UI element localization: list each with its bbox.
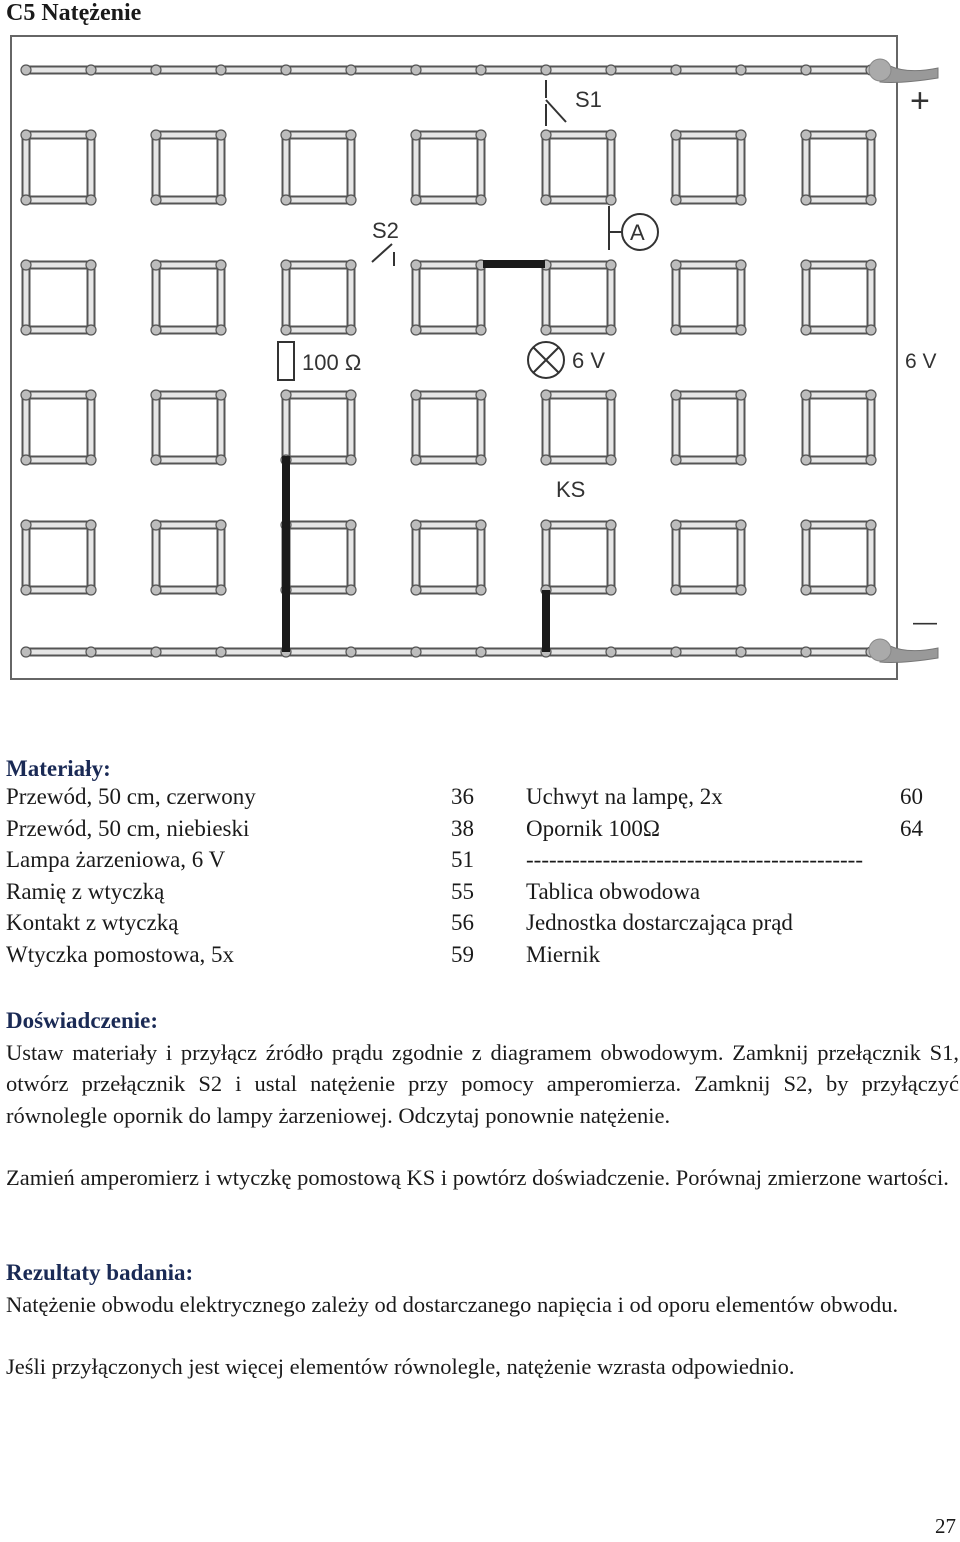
board-socket [476, 325, 486, 335]
board-socket [411, 647, 421, 657]
board-socket [541, 130, 551, 140]
board-socket [541, 455, 551, 465]
board-socket [21, 195, 31, 205]
board-socket [541, 65, 551, 75]
board-socket [151, 585, 161, 595]
board-socket [151, 260, 161, 270]
board-socket [736, 65, 746, 75]
results-paragraph-2: Jeśli przyłączonych jest więcej elementów równolegle, natężenie wzrasta odpowiednio. [6, 1354, 795, 1379]
board-socket [411, 195, 421, 205]
material-right-name: Miernik [526, 941, 601, 967]
board-socket [411, 390, 421, 400]
material-left-name: Ramię z wtyczką [6, 878, 165, 904]
board-socket [671, 455, 681, 465]
board-socket [801, 195, 811, 205]
board-socket [151, 325, 161, 335]
material-left-number: 51 [451, 847, 474, 872]
board-socket [541, 195, 551, 205]
resistor-icon [278, 342, 294, 380]
board-socket [736, 390, 746, 400]
board-socket [671, 390, 681, 400]
board-socket [216, 455, 226, 465]
page-number: 27 [935, 1514, 956, 1538]
material-left-name: Przewód, 50 cm, niebieski [6, 815, 250, 841]
board-socket [801, 65, 811, 75]
resistor-label: 100 Ω [302, 350, 362, 375]
board-socket [86, 520, 96, 530]
switch-s2 [372, 218, 399, 266]
board-socket [606, 130, 616, 140]
board-socket [476, 130, 486, 140]
resistor [278, 342, 361, 380]
board-socket [151, 647, 161, 657]
board-socket [541, 520, 551, 530]
board-socket [736, 585, 746, 595]
board-socket [151, 390, 161, 400]
board-socket [216, 260, 226, 270]
board-socket [606, 195, 616, 205]
board-socket [866, 455, 876, 465]
board-socket [476, 390, 486, 400]
material-left-number: 56 [451, 910, 474, 935]
board-socket [671, 260, 681, 270]
board-socket [541, 325, 551, 335]
material-left-number: 36 [451, 784, 474, 809]
material-right-name: Jednostka dostarczająca prąd [526, 910, 793, 935]
board-socket [216, 325, 226, 335]
board-socket [21, 455, 31, 465]
results-paragraph-1: Natężenie obwodu elektrycznego zależy od dostarczanego napięcia i od oporu elementów obwodu. [6, 1292, 899, 1317]
board-socket [801, 647, 811, 657]
board-socket [216, 585, 226, 595]
board-socket [21, 65, 31, 75]
board-socket [671, 520, 681, 530]
board-socket [346, 585, 356, 595]
board-socket [606, 325, 616, 335]
board-socket [606, 260, 616, 270]
material-left-name: Kontakt z wtyczką [6, 910, 179, 935]
board-socket [411, 585, 421, 595]
board-socket [411, 130, 421, 140]
material-left-number: 55 [451, 878, 474, 904]
board-socket [866, 520, 876, 530]
board-socket [736, 325, 746, 335]
board-socket [866, 130, 876, 140]
board-socket [281, 65, 291, 75]
board-socket [866, 195, 876, 205]
board-socket [346, 195, 356, 205]
minus-label: — [913, 609, 937, 636]
board-socket [151, 195, 161, 205]
board-socket [346, 455, 356, 465]
material-left-number: 38 [451, 815, 474, 841]
results-heading: Rezultaty badania: [6, 1260, 194, 1285]
board-socket [476, 647, 486, 657]
board-socket [541, 390, 551, 400]
material-right-number: 60 [900, 784, 923, 809]
board-socket [216, 647, 226, 657]
material-left-name: Przewód, 50 cm, czerwony [6, 784, 256, 809]
board-socket [86, 325, 96, 335]
board-socket [606, 65, 616, 75]
switch-s1 [546, 80, 602, 126]
board-socket [736, 130, 746, 140]
board-socket [281, 325, 291, 335]
board-socket [86, 260, 96, 270]
board-grid [21, 65, 876, 657]
plus-label: + [910, 82, 930, 120]
board-socket [671, 585, 681, 595]
material-right-number: 64 [900, 815, 923, 841]
board-socket [151, 455, 161, 465]
board-socket [216, 520, 226, 530]
board-socket [346, 520, 356, 530]
board-socket [606, 520, 616, 530]
board-socket [411, 455, 421, 465]
board-socket [606, 585, 616, 595]
board-socket [801, 260, 811, 270]
board-socket [281, 130, 291, 140]
board-socket [736, 647, 746, 657]
board-socket [86, 390, 96, 400]
board-socket [476, 455, 486, 465]
experiment-heading: Doświadczenie: [6, 1008, 159, 1033]
board-socket [671, 65, 681, 75]
board-socket [281, 260, 291, 270]
board-socket [606, 390, 616, 400]
board-socket [151, 520, 161, 530]
board-socket [411, 325, 421, 335]
board-socket [346, 647, 356, 657]
s1-label: S1 [575, 87, 602, 112]
board-socket [216, 130, 226, 140]
lamp-label: 6 V [572, 348, 606, 373]
board-socket [86, 647, 96, 657]
board-socket [346, 390, 356, 400]
board-socket [736, 195, 746, 205]
board-socket [151, 130, 161, 140]
lamp [528, 342, 605, 378]
board-socket [866, 260, 876, 270]
material-right-name: Tablica obwodowa [526, 878, 701, 904]
board-socket [606, 455, 616, 465]
board-socket [216, 65, 226, 75]
board-socket [411, 65, 421, 75]
board-socket [346, 65, 356, 75]
board-socket [86, 130, 96, 140]
ammeter [609, 206, 658, 250]
materials-heading: Materiały: [6, 756, 111, 781]
board-socket [216, 195, 226, 205]
board-socket [866, 390, 876, 400]
board-socket [86, 585, 96, 595]
board-socket [801, 130, 811, 140]
board-socket [21, 325, 31, 335]
board-socket [21, 520, 31, 530]
board-socket [411, 520, 421, 530]
board-socket [801, 325, 811, 335]
board-socket [801, 520, 811, 530]
ammeter-label: A [630, 220, 645, 245]
board-socket [346, 130, 356, 140]
experiment-paragraph-2: Zamień amperomierz i wtyczkę pomostową KS i powtórz doświadczenie. Porównaj zmierzone wartości. [6, 1165, 949, 1190]
board-socket [736, 520, 746, 530]
board-socket [476, 65, 486, 75]
board-socket [801, 390, 811, 400]
circuit-diagram [0, 0, 960, 700]
ks-label: KS [556, 477, 586, 502]
board-socket [281, 390, 291, 400]
board-socket [866, 325, 876, 335]
board-socket [21, 647, 31, 657]
board-socket [86, 455, 96, 465]
board-socket [21, 585, 31, 595]
board-socket [736, 455, 746, 465]
material-right-name: -------------------------------------------- [526, 847, 864, 872]
board-socket [216, 390, 226, 400]
board-socket [801, 585, 811, 595]
experiment-paragraph-1: Ustaw materiały i przyłącz źródło prądu zgodnie z diagramem obwodowym. Zamknij przełącznik S1, otwórz przełącznik S2 i ustal natężenie przy pomocy amperomierza. Zamknij S2, by przyłączyć równolegle opornik do lampy żarzeniowej. Odczytaj ponownie natężenie. [6, 1040, 959, 1128]
board-socket [866, 585, 876, 595]
board-socket [151, 65, 161, 75]
board-socket [801, 455, 811, 465]
material-left-name: Wtyczka pomostowa, 5x [6, 941, 235, 967]
supply-label: 6 V [905, 350, 937, 373]
board-socket [476, 585, 486, 595]
board-socket [86, 195, 96, 205]
s2-label: S2 [372, 218, 399, 243]
board-socket [346, 325, 356, 335]
board-socket [476, 520, 486, 530]
material-left-name: Lampa żarzeniowa, 6 V [6, 847, 226, 872]
board-socket [21, 260, 31, 270]
board-socket [671, 195, 681, 205]
power-supply [869, 59, 938, 663]
board-socket [671, 325, 681, 335]
page-title: C5 Natężenie [6, 0, 142, 26]
board-socket [86, 65, 96, 75]
board-socket [606, 647, 616, 657]
board-socket [346, 260, 356, 270]
board-socket [21, 390, 31, 400]
material-right-name: Opornik 100Ω [526, 815, 661, 841]
board-socket [671, 647, 681, 657]
board-socket [281, 195, 291, 205]
material-right-name: Uchwyt na lampę, 2x [526, 784, 723, 809]
board-socket [476, 195, 486, 205]
board-socket [21, 130, 31, 140]
material-left-number: 59 [451, 941, 474, 967]
board-socket [671, 130, 681, 140]
board-socket [411, 260, 421, 270]
board-socket [736, 260, 746, 270]
